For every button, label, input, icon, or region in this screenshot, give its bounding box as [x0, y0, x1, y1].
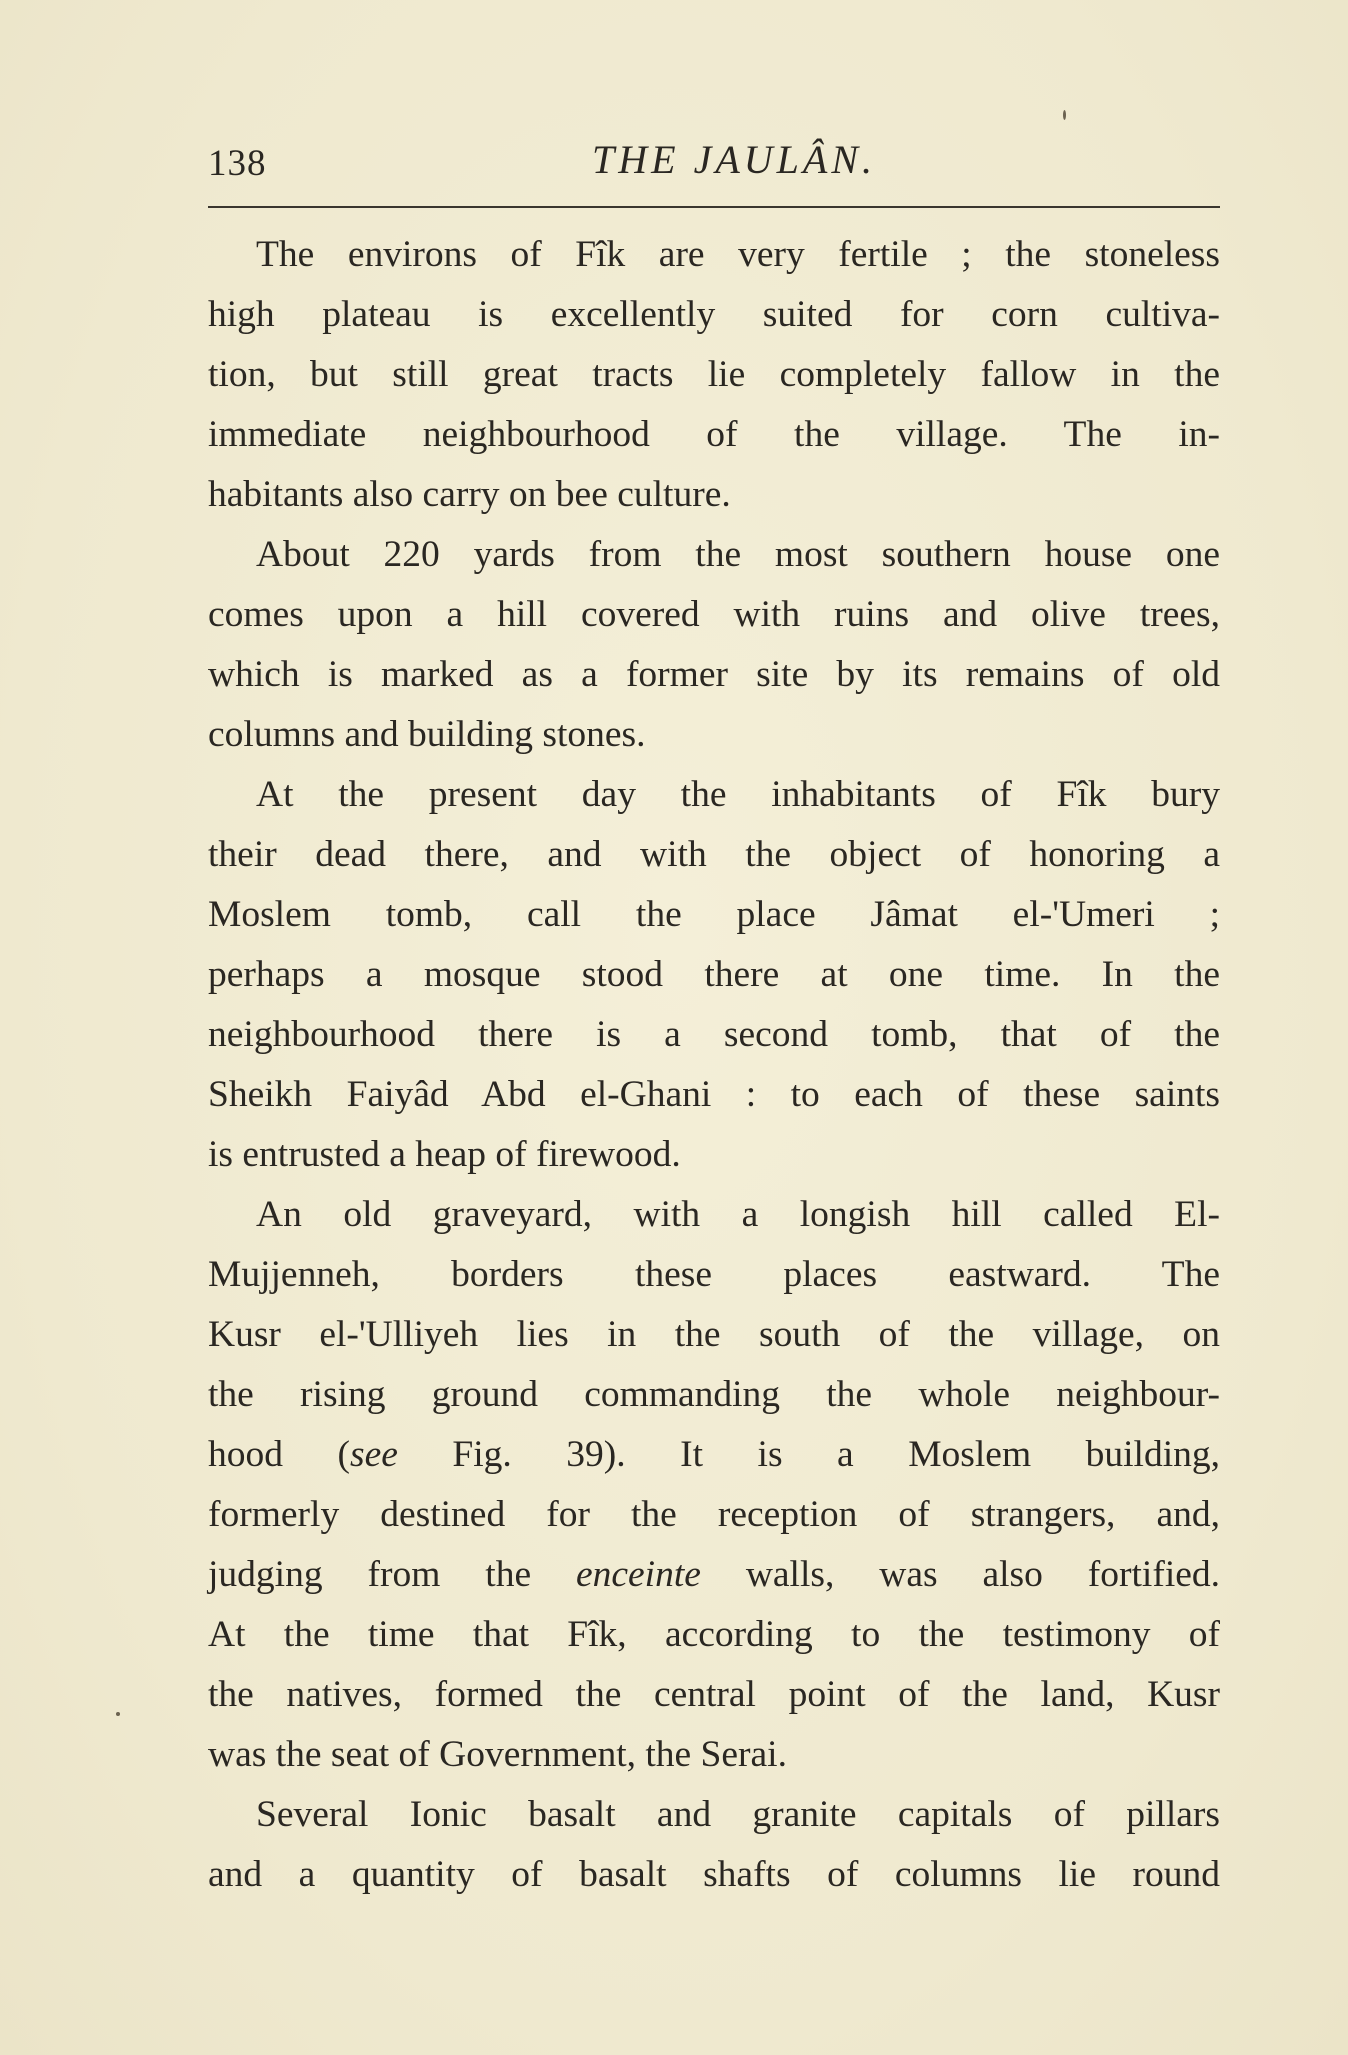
text-line: was the seat of Government, the Serai. [208, 1734, 787, 1775]
running-title: THE JAULÂN. [592, 137, 876, 182]
text-line: tion, but still great tracts lie completely fallow in the [208, 354, 1220, 395]
text-line: immediate neighbourhood of the village. The in- [208, 414, 1220, 455]
header-rule [208, 206, 1220, 208]
text-line: their dead there, and with the object of honoring a [208, 834, 1220, 875]
text-line: is entrusted a heap of firewood. [208, 1134, 681, 1175]
italic-term: enceinte [576, 1554, 701, 1595]
page-number: 138 [208, 143, 267, 184]
text-line: which is marked as a former site by its remains of old [208, 654, 1220, 695]
text-line: About 220 yards from the most southern house one [256, 534, 1220, 575]
text-line: habitants also carry on bee culture. [208, 474, 731, 515]
text-line: columns and building stones. [208, 714, 646, 755]
text-line: Several Ionic basalt and granite capitals of pillars [256, 1794, 1220, 1835]
text-line: At the time that Fîk, according to the testimony of [208, 1614, 1220, 1655]
text-line: high plateau is excellently suited for corn cultiva- [208, 294, 1220, 335]
text-line: Mujjenneh, borders these places eastward. The [208, 1254, 1220, 1295]
text-line: Moslem tomb, call the place Jâmat el-'Umeri ; [208, 894, 1220, 935]
paragraph [208, 1185, 1220, 1785]
text-line: the rising ground commanding the whole neighbour- [208, 1374, 1220, 1415]
text-line: judging from the enceinte walls, was also fortified. [208, 1554, 1221, 1595]
ink-speck [116, 1712, 120, 1716]
body-text [208, 225, 1220, 1905]
text-line: the natives, formed the central point of the land, Kusr [208, 1674, 1220, 1715]
ink-speck [1063, 110, 1066, 120]
text-line: and a quantity of basalt shafts of columns lie round [208, 1854, 1220, 1895]
paragraph [208, 225, 1220, 525]
italic-term: see [350, 1434, 398, 1475]
paragraph [208, 1785, 1220, 1905]
text-line: The environs of Fîk are very fertile ; the stoneless [256, 234, 1220, 275]
paragraph [208, 765, 1220, 1185]
text-line: At the present day the inhabitants of Fîk bury [256, 774, 1220, 815]
text-line: Sheikh Faiyâd Abd el-Ghani : to each of these saints [208, 1074, 1220, 1115]
running-head [208, 136, 1220, 188]
text-line: formerly destined for the reception of strangers, and, [208, 1494, 1220, 1535]
text-line: Kusr el-'Ulliyeh lies in the south of the village, on [208, 1314, 1220, 1355]
text-line: hood (see Fig. 39). It is a Moslem building, [208, 1434, 1221, 1475]
text-line: An old graveyard, with a longish hill called El- [256, 1194, 1220, 1235]
text-line: comes upon a hill covered with ruins and olive trees, [208, 594, 1220, 635]
paragraph [208, 525, 1220, 765]
text-line: neighbourhood there is a second tomb, that of the [208, 1014, 1220, 1055]
text-line: perhaps a mosque stood there at one time. In the [208, 954, 1220, 995]
